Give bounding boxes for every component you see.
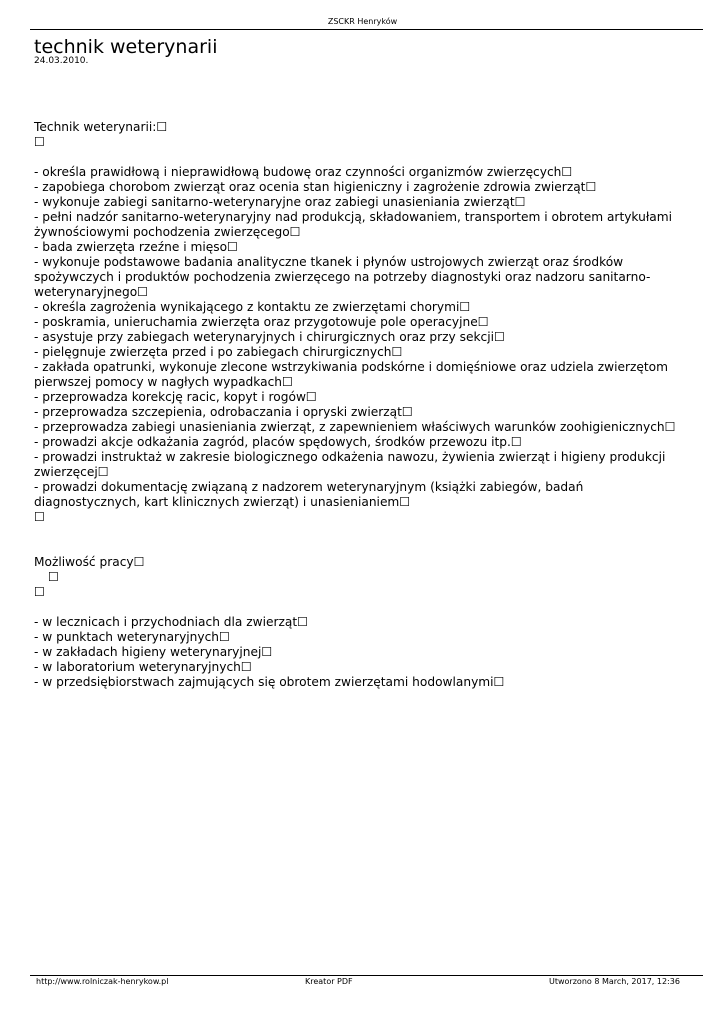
document-date: 24.03.2010. xyxy=(34,56,89,66)
footer-divider xyxy=(30,975,703,976)
work-place-item: - w przedsiębiorstwach zajmujących się obrotem zwierzętami hodowlanymi☐ xyxy=(34,675,505,689)
task-item: - przeprowadza szczepienia, odrobaczania i opryski zwierząt☐ xyxy=(34,405,413,419)
work-place-item: - w zakładach higieny weterynaryjnej☐ xyxy=(34,645,273,659)
footer-creator: Kreator PDF xyxy=(305,977,353,986)
task-item: - przeprowadza korekcję racic, kopyt i rogów☐ xyxy=(34,390,317,404)
task-item: - pielęgnuje zwierzęta przed i po zabiegach chirurgicznych☐ xyxy=(34,345,403,359)
work-heading: Możliwość pracy☐ xyxy=(34,555,145,569)
document-title: technik weterynarii xyxy=(34,36,218,58)
work-place-item: - w punktach weterynaryjnych☐ xyxy=(34,630,230,644)
task-item: - określa zagrożenia wynikającego z kontaktu ze zwierzętami chorymi☐ xyxy=(34,300,471,314)
placeholder-box: ☐ xyxy=(34,510,45,524)
task-item: - pełni nadzór sanitarno-weterynaryjny nad produkcją, składowaniem, transportem i obrotem artykułami żywnościowymi pochodzenia zwierzęcego☐ xyxy=(34,210,673,239)
header-divider xyxy=(30,29,703,30)
intro-line: Technik weterynarii:☐ xyxy=(34,120,168,134)
task-item: - zakłada opatrunki, wykonuje zlecone wstrzykiwania podskórne i domięśniowe oraz udziela zwierzętom pierwszej pomocy w nagłych wypadkach☐ xyxy=(34,360,669,389)
work-place-item: - w laboratorium weterynaryjnych☐ xyxy=(34,660,252,674)
footer-url: http://www.rolniczak-henrykow.pl xyxy=(36,977,169,986)
document-body xyxy=(34,120,690,690)
task-item: - poskramia, unieruchamia zwierzęta oraz przygotowuje pole operacyjne☐ xyxy=(34,315,489,329)
placeholder-box: ☐ xyxy=(34,585,45,599)
task-item: - określa prawidłową i nieprawidłową budowę oraz czynności organizmów zwierzęcych☐ xyxy=(34,165,573,179)
page-header: ZSCKR Henryków xyxy=(327,17,398,26)
placeholder-box: ☐ xyxy=(34,135,45,149)
footer-created-date: Utworzono 8 March, 2017, 12:36 xyxy=(549,977,680,986)
task-list xyxy=(34,165,690,480)
task-item: - zapobiega chorobom zwierząt oraz ocenia stan higieniczny i zagrożenie zdrowia zwierząt☐ xyxy=(34,180,597,194)
task-item: - prowadzi akcje odkażania zagród, placów spędowych, środków przewozu itp.☐ xyxy=(34,435,522,449)
placeholder-box: ☐ xyxy=(48,570,59,584)
task-item: - asystuje przy zabiegach weterynaryjnych i chirurgicznych oraz przy sekcji☐ xyxy=(34,330,505,344)
task-item: - wykonuje zabiegi sanitarno-weterynaryjne oraz zabiegi unasieniania zwierząt☐ xyxy=(34,195,526,209)
task-item: - prowadzi instruktaż w zakresie biologicznego odkażenia nawozu, żywienia zwierząt i higieny produkcji zwierzęcej☐ xyxy=(34,450,666,479)
task-item: - przeprowadza zabiegi unasieniania zwierząt, z zapewnieniem właściwych warunków zoohigienicznych☐ xyxy=(34,420,676,434)
work-place-item: - w lecznicach i przychodniach dla zwierząt☐ xyxy=(34,615,309,629)
task-item: - wykonuje podstawowe badania analityczne tkanek i płynów ustrojowych zwierząt oraz środków spożywczych i produktów pochodzenia zwierzęcego na potrzeby diagnostyki oraz nadzoru sanitarno-weterynaryjnego☐ xyxy=(34,255,651,299)
task-item: - bada zwierzęta rzeźne i mięso☐ xyxy=(34,240,238,254)
task-item-last: - prowadzi dokumentację związaną z nadzorem weterynaryjnym (książki zabiegów, badań diagnostycznych, kart klinicznych zwierząt) i unasienianiem☐ xyxy=(34,480,584,509)
work-places-list xyxy=(34,615,690,690)
